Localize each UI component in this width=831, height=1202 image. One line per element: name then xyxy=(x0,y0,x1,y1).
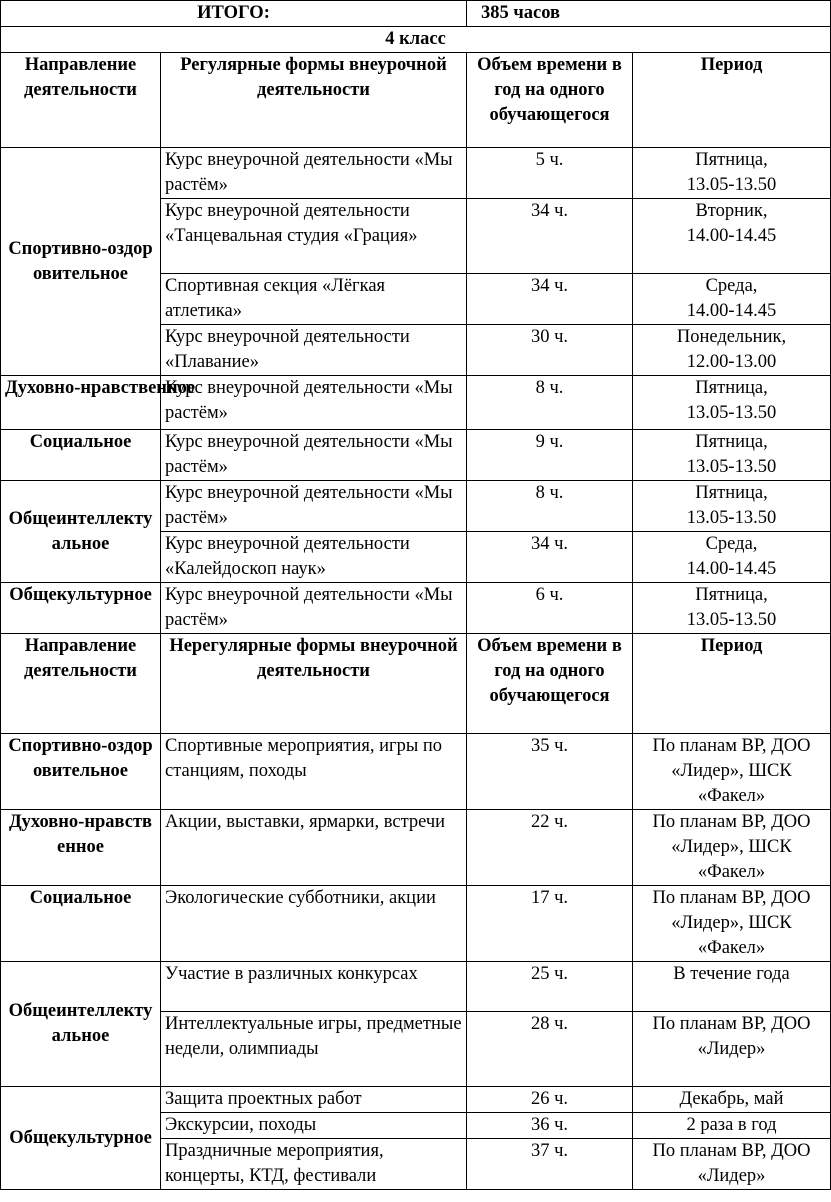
form-cell: Праздничные мероприятия, концерты, КТД, фестивали xyxy=(161,1139,467,1190)
summary-row xyxy=(1,1,831,27)
table-row xyxy=(1,962,831,1012)
table-row xyxy=(1,886,831,962)
regular-header-row xyxy=(1,53,831,148)
period-cell: По планам ВР, ДОО «Лидер», ШСК «Факел» xyxy=(633,734,831,810)
hours-cell: 6 ч. xyxy=(467,583,633,634)
period-cell: По планам ВР, ДОО «Лидер», ШСК «Факел» xyxy=(633,810,831,886)
table-row xyxy=(1,376,831,430)
hours-cell: 17 ч. xyxy=(467,886,633,962)
form-cell: Курс внеурочной деятельности «Мы растём» xyxy=(161,376,467,430)
period-cell: По планам ВР, ДОО «Лидер», ШСК «Факел» xyxy=(633,886,831,962)
hours-cell: 30 ч. xyxy=(467,325,633,376)
form-cell: Экологические субботники, акции xyxy=(161,886,467,962)
hours-cell: 22 ч. xyxy=(467,810,633,886)
period-cell: Вторник, 14.00-14.45 xyxy=(633,199,831,274)
header-volume: Объем времени в год на одного обучающегося xyxy=(467,634,633,734)
period-cell: Декабрь, май xyxy=(633,1087,831,1113)
period-cell: Пятница, 13.05-13.50 xyxy=(633,148,831,199)
direction-cell: Общеинтеллектуальное xyxy=(1,481,161,583)
form-cell: Курс внеурочной деятельности «Мы растём» xyxy=(161,481,467,532)
period-cell: Среда, 14.00-14.45 xyxy=(633,532,831,583)
grade-row xyxy=(1,27,831,53)
form-cell: Курс внеурочной деятельности «Мы растём» xyxy=(161,583,467,634)
direction-cell: Духовно-нравственное xyxy=(1,376,161,430)
header-volume: Объем времени в год на одного обучающегося xyxy=(467,53,633,148)
schedule-table-body xyxy=(1,1,831,1190)
header-direction: Направление деятельности xyxy=(1,634,161,734)
form-cell: Курс внеурочной деятельности «Мы растём» xyxy=(161,430,467,481)
table-row xyxy=(1,481,831,532)
hours-cell: 36 ч. xyxy=(467,1113,633,1139)
direction-cell: Общекультурное xyxy=(1,583,161,634)
period-cell: Пятница, 13.05-13.50 xyxy=(633,481,831,532)
hours-cell: 28 ч. xyxy=(467,1012,633,1087)
hours-cell: 34 ч. xyxy=(467,532,633,583)
direction-cell: Общекультурное xyxy=(1,1087,161,1190)
hours-cell: 5 ч. xyxy=(467,148,633,199)
form-cell: Спортивная секция «Лёгкая атлетика» xyxy=(161,274,467,325)
form-cell: Участие в различных конкурсах xyxy=(161,962,467,1012)
form-cell: Спортивные мероприятия, игры по станциям, походы xyxy=(161,734,467,810)
hours-cell: 37 ч. xyxy=(467,1139,633,1190)
hours-cell: 8 ч. xyxy=(467,481,633,532)
table-row xyxy=(1,148,831,199)
table-row xyxy=(1,734,831,810)
header-forms: Регулярные формы внеурочной деятельности xyxy=(161,53,467,148)
form-cell: Курс внеурочной деятельности «Танцевальная студия «Грация» xyxy=(161,199,467,274)
table-row xyxy=(1,430,831,481)
table-row xyxy=(1,1087,831,1113)
period-cell: Понедельник, 12.00-13.00 xyxy=(633,325,831,376)
direction-cell: Спортивно-оздоровительное xyxy=(1,148,161,376)
period-cell: Пятница, 13.05-13.50 xyxy=(633,376,831,430)
hours-cell: 34 ч. xyxy=(467,274,633,325)
form-cell: Курс внеурочной деятельности «Калейдоскоп наук» xyxy=(161,532,467,583)
summary-value: 385 часов xyxy=(467,1,831,27)
period-cell: Пятница, 13.05-13.50 xyxy=(633,583,831,634)
grade-title: 4 класс xyxy=(1,27,831,53)
hours-cell: 26 ч. xyxy=(467,1087,633,1113)
header-direction: Направление деятельности xyxy=(1,53,161,148)
period-cell: По планам ВР, ДОО «Лидер» xyxy=(633,1139,831,1190)
period-cell: 2 раза в год xyxy=(633,1113,831,1139)
direction-cell: Социальное xyxy=(1,430,161,481)
hours-cell: 35 ч. xyxy=(467,734,633,810)
direction-cell: Спортивно-оздоровительное xyxy=(1,734,161,810)
period-cell: Пятница, 13.05-13.50 xyxy=(633,430,831,481)
form-cell: Курс внеурочной деятельности «Плавание» xyxy=(161,325,467,376)
period-cell: По планам ВР, ДОО «Лидер» xyxy=(633,1012,831,1087)
form-cell: Экскурсии, походы xyxy=(161,1113,467,1139)
header-period: Период xyxy=(633,634,831,734)
irregular-header-row xyxy=(1,634,831,734)
header-forms: Нерегулярные формы внеурочной деятельности xyxy=(161,634,467,734)
hours-cell: 34 ч. xyxy=(467,199,633,274)
table-row xyxy=(1,583,831,634)
period-cell: В течение года xyxy=(633,962,831,1012)
form-cell: Курс внеурочной деятельности «Мы растём» xyxy=(161,148,467,199)
direction-cell: Духовно-нравственное xyxy=(1,810,161,886)
form-cell: Защита проектных работ xyxy=(161,1087,467,1113)
form-cell: Интеллектуальные игры, предметные недели, олимпиады xyxy=(161,1012,467,1087)
direction-cell: Социальное xyxy=(1,886,161,962)
header-period: Период xyxy=(633,53,831,148)
hours-cell: 9 ч. xyxy=(467,430,633,481)
table-row xyxy=(1,810,831,886)
period-cell: Среда, 14.00-14.45 xyxy=(633,274,831,325)
form-cell: Акции, выставки, ярмарки, встречи xyxy=(161,810,467,886)
summary-label: ИТОГО: xyxy=(1,1,467,27)
hours-cell: 25 ч. xyxy=(467,962,633,1012)
direction-cell: Общеинтеллектуальное xyxy=(1,962,161,1087)
hours-cell: 8 ч. xyxy=(467,376,633,430)
